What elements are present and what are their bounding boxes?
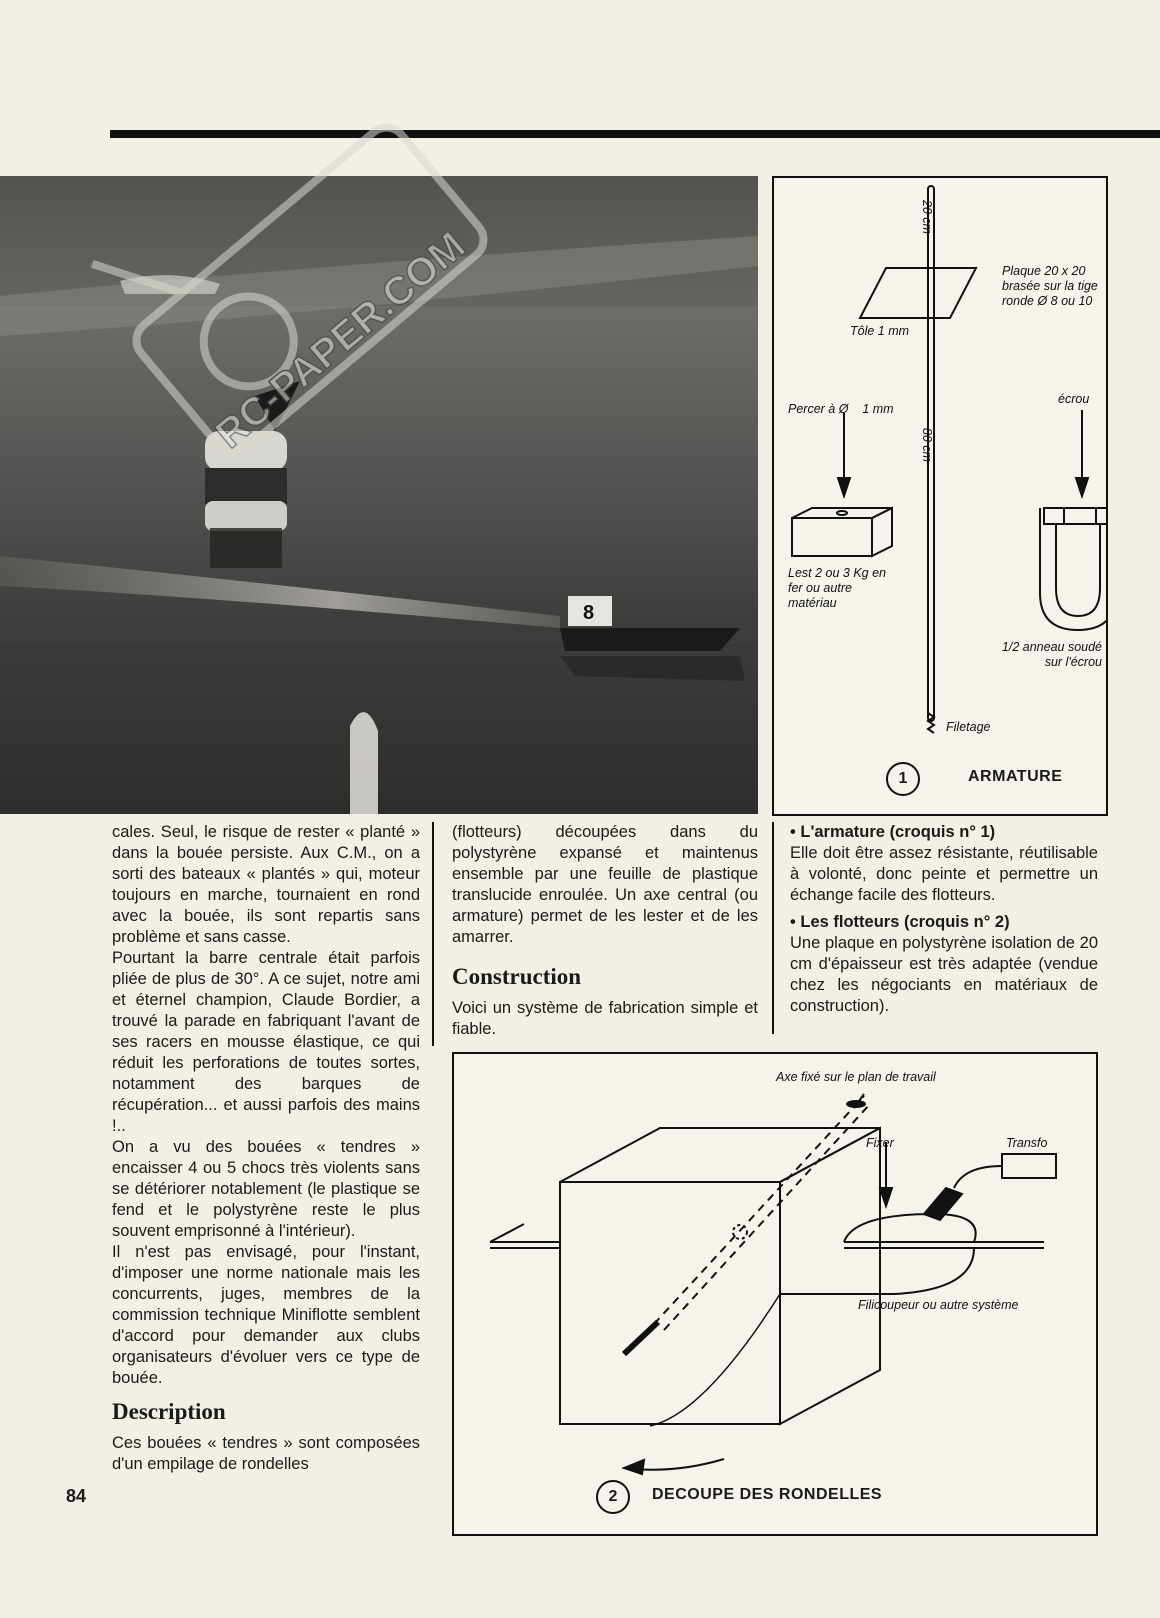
boat-number: 8 — [583, 602, 595, 624]
text-column-1 — [112, 822, 420, 1475]
col1-paragraph-3: On a vu des bouées « tendres » encaisser 4 ou 5 chocs très violents sans se détériorer notablement (le plastique se fend et le polystyrène reste le plus souvent emprisonné à l'intérieur). — [112, 1138, 420, 1240]
figure-armature — [772, 176, 1108, 816]
label-transfo: Transfo — [1006, 1136, 1048, 1150]
col3-paragraph-1: Elle doit être assez résistante, réutilisable à volonté, donc peinte et permettre un échange facile des flotteurs. — [790, 844, 1098, 904]
col2-paragraph-1: (flotteurs) découpées dans du polystyrène expansé et maintenus ensemble par une feuille de plastique translucide enroulée. Un axe central (ou armature) permet de les lester et de les amarrer. — [452, 823, 758, 946]
heading-description: Description — [112, 1399, 226, 1424]
col1-paragraph-5: Ces bouées « tendres » sont composées d'un empilage de rondelles — [112, 1434, 420, 1473]
label-ballast: Lest 2 ou 3 Kg en fer ou autre matériau — [788, 566, 886, 610]
heading-armature: • L'armature (croquis n° 1) — [790, 823, 996, 841]
col1-paragraph-4: Il n'est pas envisagé, pour l'instant, d'imposer une norme nationale mais les concurrents, juges, membres de la commission technique Miniflotte semblent d'accord pour demander aux clubs organisateurs d'évoluer vers ce type de bouée. — [112, 1243, 420, 1387]
label-drill: Percer à Ø 1 mm — [788, 402, 894, 416]
label-plate: Plaque 20 x 20 brasée sur la tige ronde Ø 8 ou 10 — [1002, 264, 1098, 308]
label-ring: 1/2 anneau soudé sur l'écrou — [1001, 640, 1102, 669]
col3-paragraph-2: Une plaque en polystyrène isolation de 20 cm d'épaisseur est très adaptée (vendue chez les négociants en matériaux de construction). — [790, 934, 1098, 1015]
watermark-logo — [80, 90, 540, 490]
column-divider-2 — [772, 822, 774, 1034]
heading-construction: Construction — [452, 964, 582, 989]
label-sheet: Tôle 1 mm — [850, 324, 910, 338]
figure1-title: ARMATURE — [968, 768, 1063, 785]
column-divider-1 — [432, 822, 434, 1046]
racer-boat — [560, 596, 745, 681]
cutting-diagram — [454, 1054, 1096, 1534]
page-number: 84 — [66, 1486, 87, 1506]
label-fix: Fixer — [866, 1136, 894, 1150]
figure2-number: 2 — [596, 1480, 630, 1514]
label-thread: Filetage — [946, 720, 991, 734]
label-rod-top: 20 cm — [920, 200, 934, 235]
text-column-2 — [452, 822, 758, 1040]
label-axis: Axe fixé sur le plan de travail — [776, 1070, 936, 1084]
heading-flotteurs: • Les flotteurs (croquis n° 2) — [790, 913, 1010, 931]
col1-paragraph-1: cales. Seul, le risque de rester « planté » dans la bouée persiste. Aux C.M., on a sorti des bateaux « plantés » qui, moteur toujours en marche, tournaient en rond avec la bouée, ils sont repartis sans problème et sans casse. — [112, 823, 420, 946]
label-rod-length: 80 cm — [920, 428, 934, 463]
figure1-number: 1 — [886, 762, 920, 796]
figure-cutting — [452, 1052, 1098, 1536]
label-nut: écrou — [1058, 392, 1090, 406]
text-column-3 — [790, 822, 1098, 1017]
watermark-text: RC-PAPER.COM — [207, 223, 474, 457]
col1-paragraph-2: Pourtant la barre centrale était parfois pliée de plus de 30°. A ce sujet, notre ami et éternel champion, Claude Bordier, a trouvé la parade en fabriquant l'avant de ses racers en mousse élastique, ce qui réduit les perforations de toutes sortes, notamment des barques de récupération... et aussi parfois des mains !.. — [112, 949, 420, 1135]
label-cutter: Filicoupeur ou autre système — [858, 1298, 1019, 1312]
col2-paragraph-2: Voici un système de fabrication simple et fiable. — [452, 999, 758, 1038]
figure2-title: DECOUPE DES RONDELLES — [652, 1486, 883, 1503]
